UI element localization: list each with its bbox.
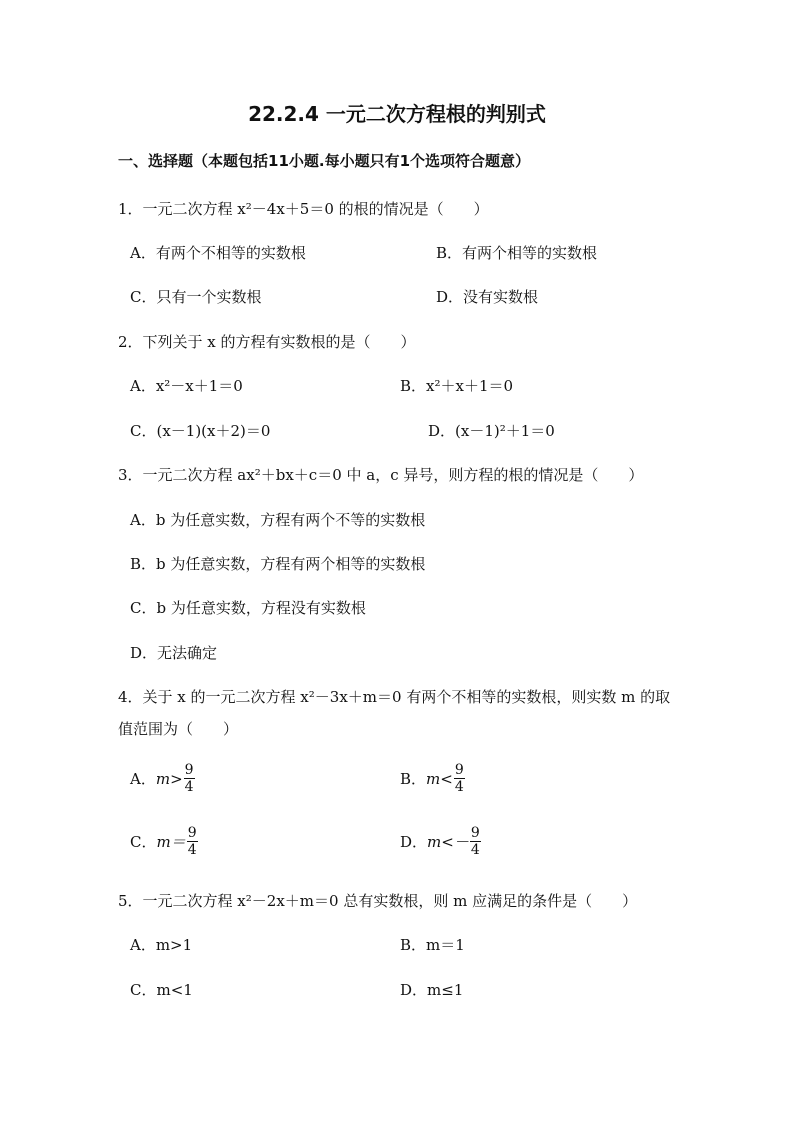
question-5-stem: 5．一元二次方程 x²－2x＋m＝0 总有实数根，则 m 应满足的条件是（ ）	[118, 892, 638, 910]
question-5-option-b: B．m＝1	[400, 936, 465, 954]
fraction: $\frac{9}{4}$	[454, 762, 464, 795]
question-4-option-a: A． m> $\frac{9}{4}$	[130, 762, 194, 795]
question-3-stem: 3．一元二次方程 ax²＋bx＋c＝0 中 a，c 异号，则方程的根的情况是（ ）	[118, 466, 644, 484]
question-4-option-c: C． m＝ $\frac{9}{4}$	[130, 825, 197, 858]
question-1-option-a: A．有两个不相等的实数根	[130, 244, 306, 262]
question-5-option-c: C．m<1	[130, 981, 193, 999]
question-4-stem-line2: 值范围为（ ）	[118, 720, 239, 738]
question-2-stem: 2．下列关于 x 的方程有实数根的是（ ）	[118, 333, 416, 351]
question-4-stem-line1: 4．关于 x 的一元二次方程 x²－3x＋m＝0 有两个不相等的实数根，则实数 m 的取	[118, 688, 671, 706]
question-4-option-d: D． m<－ $\frac{9}{4}$	[400, 825, 480, 858]
question-5-option-a: A．m>1	[130, 936, 193, 954]
fraction: $\frac{9}{4}$	[184, 762, 194, 795]
fraction: $\frac{9}{4}$	[470, 825, 480, 858]
question-1-option-d: D．没有实数根	[436, 288, 539, 306]
question-3-option-d: D．无法确定	[130, 644, 218, 662]
question-3-option-c: C．b 为任意实数，方程没有实数根	[130, 599, 366, 617]
question-1-option-b: B．有两个相等的实数根	[436, 244, 598, 262]
question-1-stem: 1．一元二次方程 x²－4x＋5＝0 的根的情况是（ ）	[118, 200, 489, 218]
question-5-option-d: D．m≤1	[400, 981, 464, 999]
question-3-option-b: B．b 为任意实数，方程有两个相等的实数根	[130, 555, 426, 573]
question-4-option-b: B． m< $\frac{9}{4}$	[400, 762, 464, 795]
section-heading: 一、选择题（本题包括11小题.每小题只有1个选项符合题意）	[118, 152, 531, 170]
question-2-option-c: C．(x－1)(x＋2)＝0	[130, 422, 271, 440]
question-2-option-b: B．x²＋x＋1＝0	[400, 377, 514, 395]
fraction: $\frac{9}{4}$	[187, 825, 197, 858]
question-2-option-a: A．x²－x＋1＝0	[130, 377, 243, 395]
page-title: 22.2.4 一元二次方程根的判别式	[248, 102, 546, 126]
question-2-option-d: D．(x－1)²＋1＝0	[428, 422, 555, 440]
question-3-option-a: A．b 为任意实数，方程有两个不等的实数根	[130, 511, 426, 529]
question-1-option-c: C．只有一个实数根	[130, 288, 262, 306]
